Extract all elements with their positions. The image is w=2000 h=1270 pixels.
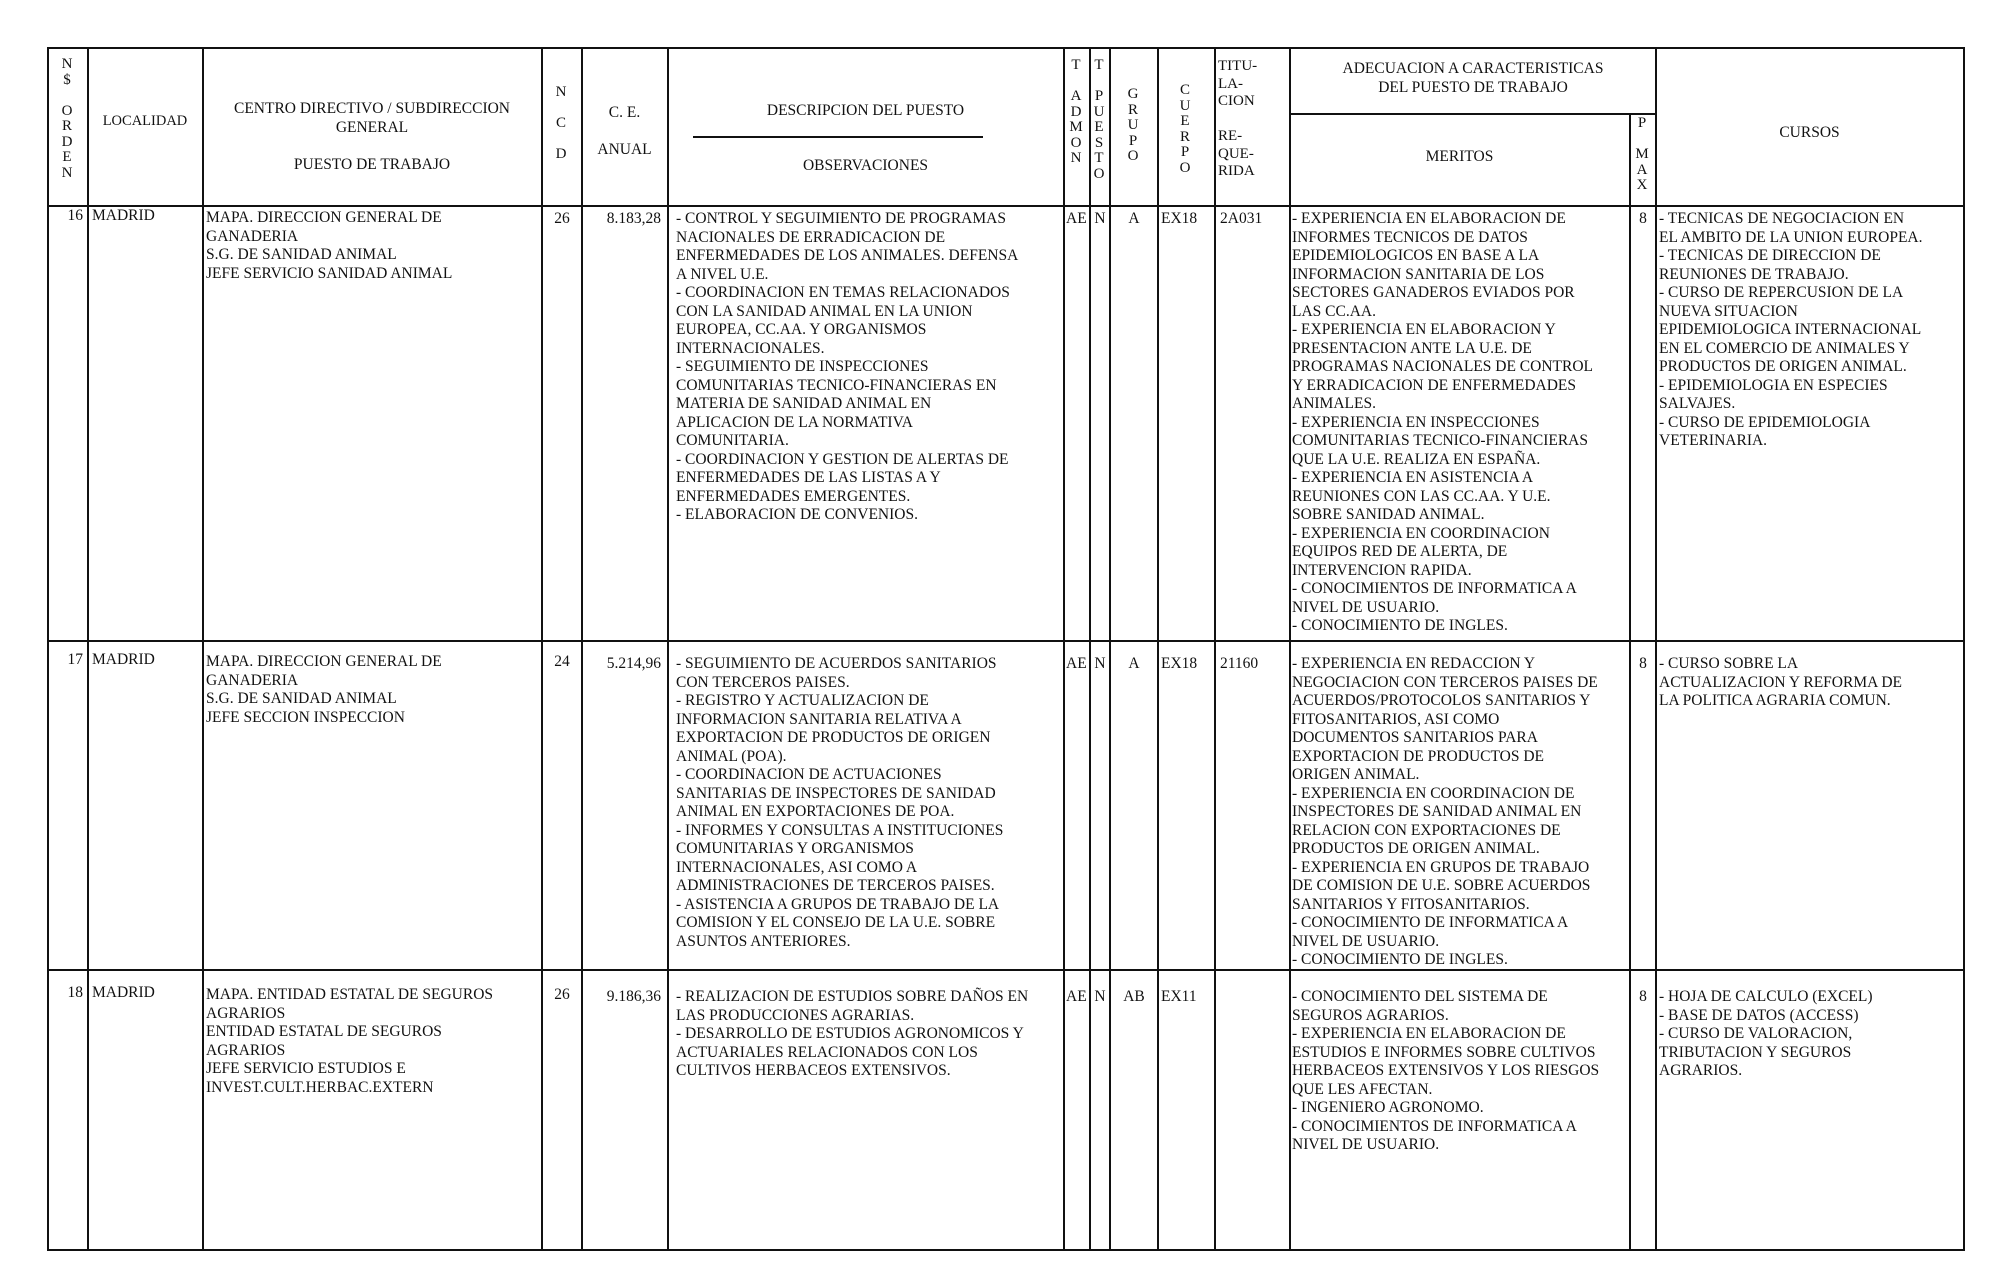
row-meritos: - CONOCIMIENTO DEL SISTEMA DE SEGUROS AGRARIOS. - EXPERIENCIA EN ELABORACION DE ESTUDIOS E INFORMES SOBRE CULTIVOS HERBACEOS EXTENSIVOS Y LOS RIESGOS QUE LES AFECTAN. - INGENIERO AGRONOMO. - CONOCIMIENTOS DE INFORMATICA A NIVEL DE USUARIO. — [1292, 988, 1600, 1153]
row-p-max: 8 — [1639, 210, 1647, 227]
row-ncd: 24 — [554, 653, 570, 670]
table-border-bottom — [47, 1249, 1965, 1251]
row-ncd: 26 — [554, 986, 570, 1003]
row-orden: 17 — [67, 651, 83, 668]
header-observaciones: OBSERVACIONES — [802, 157, 929, 174]
row-grupo: A — [1128, 655, 1140, 672]
col-divider — [1289, 47, 1291, 1251]
header-ce-anual: C. E. ANUAL — [597, 104, 652, 158]
row-localidad: MADRID — [92, 207, 155, 224]
row-tipo-admon: AE — [1066, 655, 1087, 672]
row-centro-puesto: MAPA. DIRECCION GENERAL DE GANADERIA S.G. DE SANIDAD ANIMAL JEFE SECCION INSPECCION — [206, 653, 442, 726]
row-ce-anual: 8.183,28 — [606, 210, 661, 227]
description-separator — [693, 136, 983, 138]
col-divider — [87, 47, 89, 1251]
row-descripcion: - REALIZACION DE ESTUDIOS SOBRE DAÑOS EN LAS PRODUCCIONES AGRARIAS. - DESARROLLO DE ESTUDIOS AGRONOMICOS Y ACTUARIALES RELACIONADOS CON LOS CULTIVOS HERBACEOS EXTENSIVOS. — [676, 988, 1029, 1079]
row-ce-anual: 5.214,96 — [606, 655, 661, 672]
row-orden: 18 — [67, 984, 83, 1001]
header-subdivider — [1289, 113, 1656, 115]
header-tipo-puesto: T P U E S T O — [1093, 57, 1105, 182]
col-divider — [1214, 47, 1216, 1251]
row-grupo: A — [1128, 210, 1140, 227]
row-cursos: - TECNICAS DE NEGOCIACION EN EL AMBITO DE LA UNION EUROPEA. - TECNICAS DE DIRECCION DE REUNIONES DE TRABAJO. - CURSO DE REPERCUSION DE LA NUEVA SITUACION EPIDEMIOLOGICA INTERNACIONAL EN EL COMERCIO DE ANIMALES Y PRODUCTOS DE ORIGEN ANIMAL. - EPIDEMIOLOGIA EN ESPECIES SALVAJES. - CURSO DE EPIDEMIOLOGIA VETERINARIA. — [1659, 210, 1923, 449]
header-ncd: N C D — [555, 84, 567, 162]
row-p-max: 8 — [1639, 655, 1647, 672]
row-divider — [47, 640, 1965, 642]
header-grupo: G R U P O — [1127, 86, 1139, 164]
row-cuerpo: EX18 — [1161, 655, 1198, 672]
col-divider — [202, 47, 204, 1251]
header-cuerpo: C U E R P O — [1179, 82, 1191, 176]
row-tipo-puesto: N — [1094, 655, 1106, 672]
row-centro-puesto: MAPA. DIRECCION GENERAL DE GANADERIA S.G. DE SANIDAD ANIMAL JEFE SERVICIO SANIDAD ANIMAL — [206, 209, 453, 282]
header-titulacion: TITU- LA- CION RE- QUE- RIDA — [1218, 58, 1258, 179]
row-ce-anual: 9.186,36 — [606, 988, 661, 1005]
header-n-orden: N $ O R D E N — [61, 56, 73, 181]
row-cuerpo: EX11 — [1161, 988, 1197, 1005]
row-cuerpo: EX18 — [1161, 210, 1198, 227]
header-p-max: P M A X — [1635, 115, 1649, 193]
row-localidad: MADRID — [92, 984, 155, 1001]
header-meritos: MERITOS — [1425, 148, 1494, 165]
row-meritos: - EXPERIENCIA EN REDACCION Y NEGOCIACION CON TERCEROS PAISES DE ACUERDOS/PROTOCOLOS SANITARIOS Y FITOSANITARIOS, ASI COMO DOCUMENTOS SANITARIOS PARA EXPORTACION DE PRODUCTOS DE ORIGEN ANIMAL. - EXPERIENCIA EN COORDINACION DE INSPECTORES DE SANIDAD ANIMAL EN RELACION CON EXPORTACIONES DE PRODUCTOS DE ORIGEN ANIMAL. - EXPERIENCIA EN GRUPOS DE TRABAJO DE COMISION DE U.E. SOBRE ACUERDOS SANITARIOS Y FITOSANITARIOS. - CONOCIMIENTO DE INFORMATICA A NIVEL DE USUARIO. - CONOCIMIENTO DE INGLES. — [1292, 655, 1598, 968]
header-localidad: LOCALIDAD — [102, 113, 188, 129]
row-titulacion: 21160 — [1220, 655, 1259, 672]
table-border-left — [47, 47, 49, 1251]
row-p-max: 8 — [1639, 988, 1647, 1005]
row-meritos: - EXPERIENCIA EN ELABORACION DE INFORMES TECNICOS DE DATOS EPIDEMIOLOGICOS EN BASE A LA INFORMACION SANITARIA DE LOS SECTORES GANADEROS EVIADOS POR LAS CC.AA. - EXPERIENCIA EN ELABORACION Y PRESENTACION ANTE LA U.E. DE PROGRAMAS NACIONALES DE CONTROL Y ERRADICACION DE ENFERMEDADES ANIMALES. - EXPERIENCIA EN INSPECCIONES COMUNITARIAS TECNICO-FINANCIERAS QUE LA U.E. REALIZA EN ESPAÑA. - EXPERIENCIA EN ASISTENCIA A REUNIONES CON LAS CC.AA. Y U.E. SOBRE SANIDAD ANIMAL. - EXPERIENCIA EN COORDINACION EQUIPOS RED DE ALERTA, DE INTERVENCION RAPIDA. - CONOCIMIENTOS DE INFORMATICA A NIVEL DE USUARIO. - CONOCIMIENTO DE INGLES. — [1292, 210, 1593, 634]
col-divider — [667, 47, 669, 1251]
col-divider — [1157, 47, 1159, 1251]
header-puesto-trabajo: PUESTO DE TRABAJO — [293, 156, 451, 173]
row-ncd: 26 — [554, 210, 570, 227]
row-tipo-admon: AE — [1066, 210, 1087, 227]
row-centro-puesto: MAPA. ENTIDAD ESTATAL DE SEGUROS AGRARIOS ENTIDAD ESTATAL DE SEGUROS AGRARIOS JEFE SERVICIO ESTUDIOS E INVEST.CULT.HERBAC.EXTERN — [206, 986, 494, 1096]
table-border-top — [47, 47, 1965, 49]
header-bottom-rule — [47, 205, 1965, 207]
col-divider — [1063, 47, 1065, 1251]
header-cursos: CURSOS — [1779, 124, 1840, 141]
row-cursos: - HOJA DE CALCULO (EXCEL) - BASE DE DATOS (ACCESS) - CURSO DE VALORACION, TRIBUTACION Y SEGUROS AGRARIOS. — [1659, 988, 1873, 1079]
row-grupo: AB — [1123, 988, 1145, 1005]
header-centro-directivo: CENTRO DIRECTIVO / SUBDIRECCION GENERAL — [234, 100, 510, 136]
row-titulacion: 2A031 — [1220, 210, 1263, 227]
row-divider — [47, 969, 1965, 971]
row-orden: 16 — [67, 207, 83, 224]
header-adecuacion: ADECUACION A CARACTERISTICAS DEL PUESTO DE TRABAJO — [1342, 60, 1604, 96]
row-tipo-admon: AE — [1066, 988, 1087, 1005]
col-divider — [1655, 47, 1657, 1251]
header-descripcion: DESCRIPCION DEL PUESTO — [766, 102, 965, 119]
row-descripcion: - CONTROL Y SEGUIMIENTO DE PROGRAMAS NACIONALES DE ERRADICACION DE ENFERMEDADES DE LOS ANIMALES. DEFENSA A NIVEL U.E. - COORDINACION EN TEMAS RELACIONADOS CON LA SANIDAD ANIMAL EN LA UNION EUROPEA, CC.AA. Y ORGANISMOS INTERNACIONALES. - SEGUIMIENTO DE INSPECCIONES COMUNITARIAS TECNICO-FINANCIERAS EN MATERIA DE SANIDAD ANIMAL EN APLICACION DE LA NORMATIVA COMUNITARIA. - COORDINACION Y GESTION DE ALERTAS DE ENFERMEDADES DE LAS LISTAS A Y ENFERMEDADES EMERGENTES. - ELABORACION DE CONVENIOS. — [676, 210, 1019, 523]
row-cursos: - CURSO SOBRE LA ACTUALIZACION Y REFORMA DE LA POLITICA AGRARIA COMUN. — [1659, 655, 1902, 709]
row-tipo-puesto: N — [1094, 988, 1106, 1005]
header-tipo-admon: T A D M O N — [1069, 57, 1083, 166]
col-divider — [1629, 113, 1631, 1251]
table-border-right — [1963, 47, 1965, 1251]
row-tipo-puesto: N — [1094, 210, 1106, 227]
row-localidad: MADRID — [92, 651, 155, 668]
row-descripcion: - SEGUIMIENTO DE ACUERDOS SANITARIOS CON TERCEROS PAISES. - REGISTRO Y ACTUALIZACION DE INFORMACION SANITARIA RELATIVA A EXPORTACION DE PRODUCTOS DE ORIGEN ANIMAL (POA). - COORDINACION DE ACTUACIONES SANITARIAS DE INSPECTORES DE SANIDAD ANIMAL EN EXPORTACIONES DE POA. - INFORMES Y CONSULTAS A INSTITUCIONES COMUNITARIAS Y ORGANISMOS INTERNACIONALES, ASI COMO A ADMINISTRACIONES DE TERCEROS PAISES. - ASISTENCIA A GRUPOS DE TRABAJO DE LA COMISION Y EL CONSEJO DE LA U.E. SOBRE ASUNTOS ANTERIORES. — [676, 655, 1004, 950]
